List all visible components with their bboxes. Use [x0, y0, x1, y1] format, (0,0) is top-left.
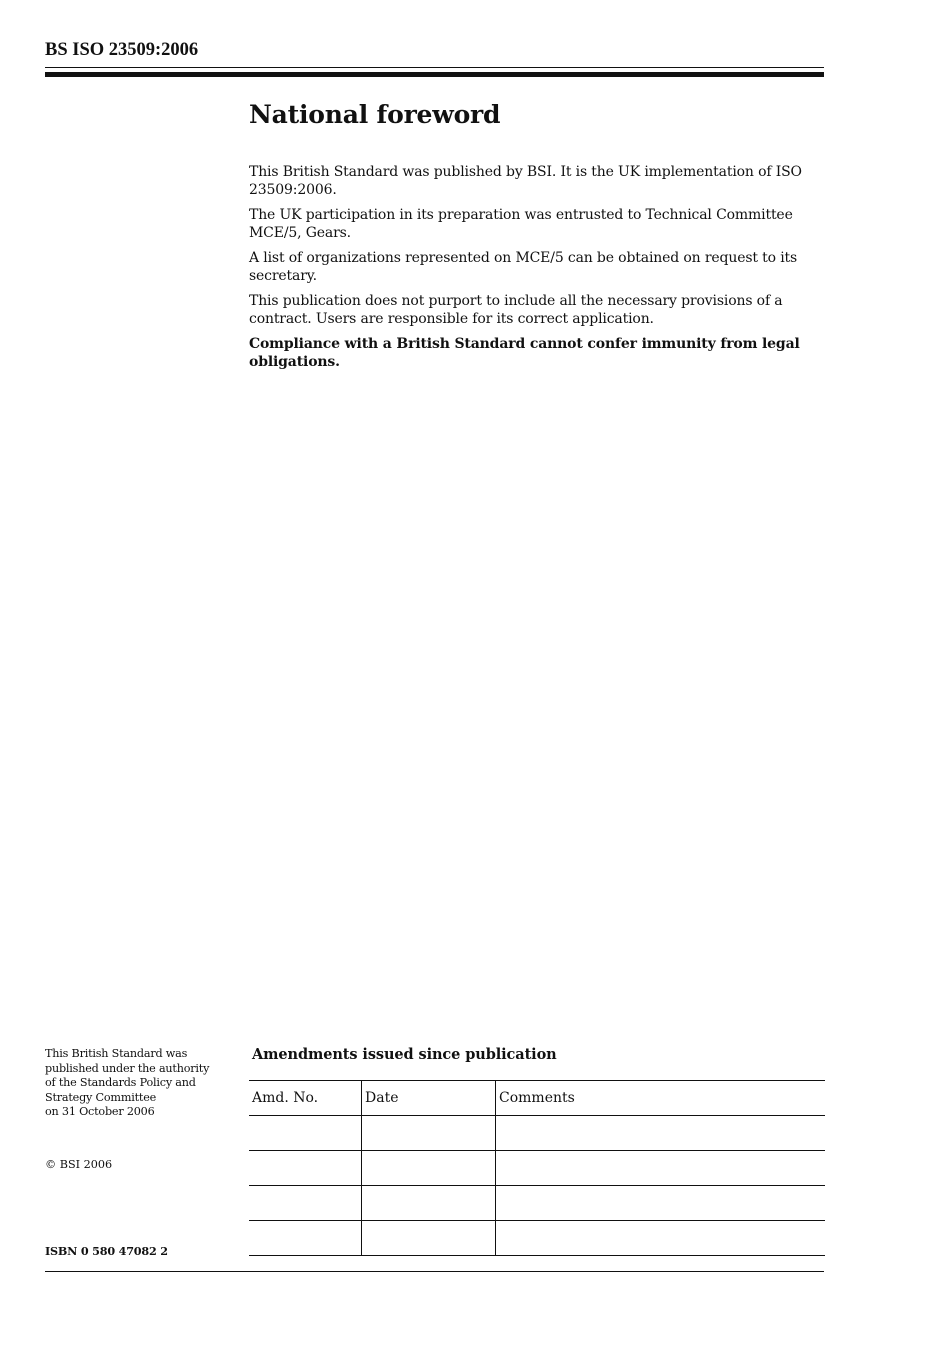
cell-comments	[496, 1116, 826, 1151]
authority-line: of the Standards Policy and	[45, 1076, 196, 1089]
page-title: National foreword	[249, 100, 501, 129]
header-thin-rule	[45, 67, 824, 68]
authority-line: This British Standard was	[45, 1047, 188, 1060]
header-thick-rule	[45, 72, 824, 77]
cell-comments	[496, 1186, 826, 1221]
authority-note	[45, 1047, 235, 1120]
table-row	[249, 1186, 825, 1221]
copyright-notice: © BSI 2006	[45, 1158, 113, 1171]
table-row	[249, 1221, 825, 1256]
cell-date	[362, 1186, 496, 1221]
column-header-amd-no: Amd. No.	[249, 1081, 362, 1116]
foreword-body	[249, 164, 827, 379]
authority-line: on 31 October 2006	[45, 1105, 155, 1118]
footer-rule	[45, 1271, 824, 1272]
authority-line: published under the authority	[45, 1061, 210, 1075]
cell-comments	[496, 1151, 826, 1186]
authority-line: Strategy Committee	[45, 1090, 157, 1104]
cell-amd-no	[249, 1151, 362, 1186]
column-header-comments: Comments	[496, 1081, 826, 1116]
cell-date	[362, 1221, 496, 1256]
table-row	[249, 1151, 825, 1186]
column-header-date: Date	[362, 1081, 496, 1116]
cell-date	[362, 1151, 496, 1186]
cell-date	[362, 1116, 496, 1151]
amendments-table	[249, 1080, 825, 1256]
table-row	[249, 1116, 825, 1151]
amendments-heading: Amendments issued since publication	[252, 1046, 557, 1063]
document-id: BS ISO 23509:2006	[45, 40, 199, 60]
paragraph-provisions: This publication does not purport to include all the necessary provisions of a contract. Users are responsible for its correct application.	[249, 293, 783, 327]
cell-amd-no	[249, 1116, 362, 1151]
cell-comments	[496, 1221, 826, 1256]
paragraph-participation: The UK participation in its preparation was entrusted to Technical Committee MCE/5, Gears.	[249, 207, 793, 241]
isbn-number: ISBN 0 580 47082 2	[45, 1244, 168, 1258]
table-header-row	[249, 1081, 825, 1116]
paragraph-organizations: A list of organizations represented on MCE/5 can be obtained on request to its secretary.	[249, 250, 798, 284]
cell-amd-no	[249, 1221, 362, 1256]
paragraph-publication: This British Standard was published by BSI. It is the UK implementation of ISO 23509:2006.	[249, 164, 802, 198]
paragraph-compliance: Compliance with a British Standard cannot confer immunity from legal obligations.	[249, 336, 800, 370]
cell-amd-no	[249, 1186, 362, 1221]
